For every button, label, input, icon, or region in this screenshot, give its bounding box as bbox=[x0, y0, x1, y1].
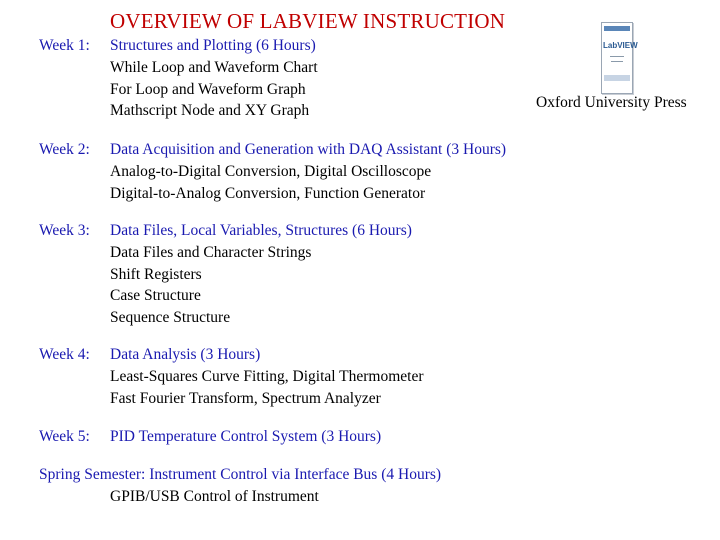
week-label: Week 1: bbox=[39, 37, 90, 54]
spring-item: GPIB/USB Control of Instrument bbox=[110, 488, 319, 505]
spring-heading: Spring Semester: Instrument Control via Interface Bus (4 Hours) bbox=[39, 466, 442, 483]
book-cover-line bbox=[611, 61, 623, 62]
week-item: Digital-to-Analog Conversion, Function Generator bbox=[110, 184, 426, 202]
week-label: Week 4: bbox=[39, 346, 90, 363]
week-label: Week 3: bbox=[39, 222, 90, 239]
week-item: For Loop and Waveform Graph bbox=[110, 80, 306, 98]
week-item: Sequence Structure bbox=[110, 308, 231, 326]
book-cover-band bbox=[604, 75, 630, 81]
week-item: Data Files and Character Strings bbox=[110, 244, 312, 261]
week-item: Shift Registers bbox=[110, 265, 202, 283]
week-label: Week 2: bbox=[39, 141, 90, 158]
week-topic: Structures and Plotting (6 Hours) bbox=[110, 37, 316, 54]
week-item: Case Structure bbox=[110, 287, 201, 304]
week-label: Week 5: bbox=[39, 428, 90, 445]
book-cover-title: LabVIEW bbox=[603, 41, 638, 50]
spring-semester-section bbox=[39, 464, 442, 505]
week-item: While Loop and Waveform Chart bbox=[110, 59, 318, 76]
week-topic: Data Files, Local Variables, Structures (6 Hours) bbox=[110, 222, 412, 239]
week-topic: PID Temperature Control System (3 Hours) bbox=[110, 428, 382, 445]
week-item: Mathscript Node and XY Graph bbox=[110, 102, 310, 119]
book-cover-line bbox=[610, 56, 624, 57]
publisher-label: Oxford University Press bbox=[536, 94, 687, 111]
week-item: Fast Fourier Transform, Spectrum Analyzer bbox=[110, 389, 381, 407]
week-topic: Data Analysis (3 Hours) bbox=[110, 346, 261, 363]
week-item: Analog-to-Digital Conversion, Digital Oscilloscope bbox=[110, 163, 432, 180]
week-item: Least-Squares Curve Fitting, Digital Thermometer bbox=[110, 368, 424, 385]
book-cover-band bbox=[604, 26, 630, 31]
page-title: OVERVIEW OF LABVIEW INSTRUCTION bbox=[110, 9, 506, 33]
labview-book-cover-icon bbox=[601, 22, 638, 94]
week-topic: Data Acquisition and Generation with DAQ Assistant (3 Hours) bbox=[110, 141, 507, 158]
